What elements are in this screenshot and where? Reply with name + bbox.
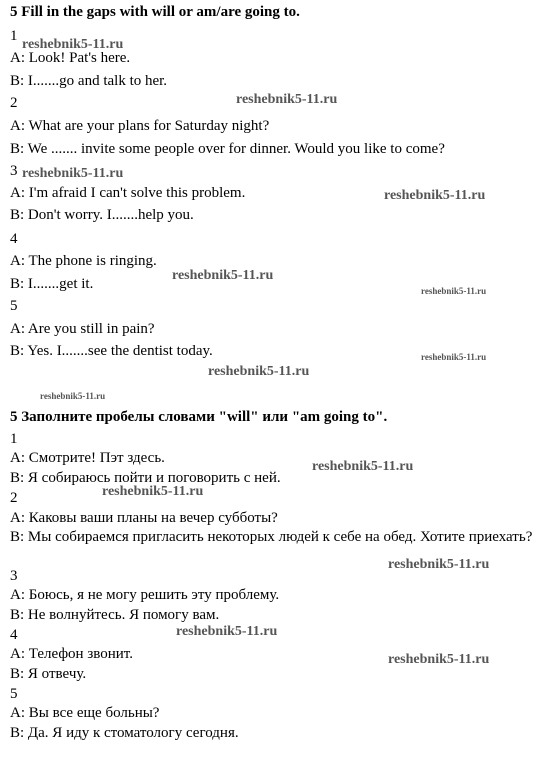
dialogue-line-b: B: Мы собираемся пригласить некоторых людей к себе на обед. Хотите приехать? (10, 529, 533, 545)
item-number: 1 (10, 28, 18, 44)
watermark: reshebnik5-11.ru (102, 484, 204, 499)
dialogue-line-a: A: Каковы ваши планы на вечер субботы? (10, 510, 278, 526)
dialogue-line-b: B: Не волнуйтесь. Я помогу вам. (10, 607, 220, 623)
item-number: 4 (10, 627, 18, 643)
dialogue-line-b: B: I.......get it. (10, 276, 94, 292)
dialogue-line-b: B: I.......go and talk to her. (10, 73, 168, 89)
exercise-heading-en: 5 Fill in the gaps with will or am/are going to. (10, 4, 300, 20)
watermark: reshebnik5-11.ru (421, 286, 487, 296)
item-number: 4 (10, 231, 18, 247)
item-number: 2 (10, 490, 18, 506)
dialogue-line-b: B: Я отвечу. (10, 666, 87, 682)
dialogue-line-a: A: Смотрите! Пэт здесь. (10, 450, 165, 466)
watermark: reshebnik5-11.ru (172, 268, 274, 283)
exercise-heading-ru: 5 Заполните пробелы словами "will" или "am going to". (10, 409, 388, 425)
watermark: reshebnik5-11.ru (22, 166, 124, 181)
dialogue-line-a: A: Вы все еще больны? (10, 705, 160, 721)
dialogue-line-a: A: Look! Pat's here. (10, 50, 131, 66)
item-number: 2 (10, 95, 18, 111)
watermark: reshebnik5-11.ru (312, 459, 414, 474)
watermark: reshebnik5-11.ru (421, 352, 487, 362)
item-number: 1 (10, 431, 18, 447)
dialogue-line-a: A: Боюсь, я не могу решить эту проблему. (10, 587, 280, 603)
dialogue-line-a: A: The phone is ringing. (10, 253, 157, 269)
dialogue-line-b: B: Я собираюсь пойти и поговорить с ней. (10, 470, 281, 486)
watermark: reshebnik5-11.ru (22, 37, 124, 52)
watermark: reshebnik5-11.ru (388, 652, 490, 667)
watermark: reshebnik5-11.ru (388, 557, 490, 572)
item-number: 3 (10, 163, 18, 179)
dialogue-line-b: B: Don't worry. I.......help you. (10, 207, 194, 223)
dialogue-line-a: A: What are your plans for Saturday night? (10, 118, 270, 134)
dialogue-line-a: A: I'm afraid I can't solve this problem. (10, 185, 246, 201)
item-number: 3 (10, 568, 18, 584)
watermark: reshebnik5-11.ru (208, 364, 310, 379)
watermark: reshebnik5-11.ru (176, 624, 278, 639)
watermark: reshebnik5-11.ru (40, 391, 106, 401)
dialogue-line-b: B: We ....... invite some people over for dinner. Would you like to come? (10, 141, 445, 157)
dialogue-line-a: A: Телефон звонит. (10, 646, 133, 662)
item-number: 5 (10, 686, 18, 702)
dialogue-line-b: B: Yes. I.......see the dentist today. (10, 343, 213, 359)
watermark: reshebnik5-11.ru (384, 188, 486, 203)
dialogue-line-b: B: Да. Я иду к стоматологу сегодня. (10, 725, 239, 741)
watermark: reshebnik5-11.ru (236, 92, 338, 107)
item-number: 5 (10, 298, 18, 314)
dialogue-line-a: A: Are you still in pain? (10, 321, 155, 337)
